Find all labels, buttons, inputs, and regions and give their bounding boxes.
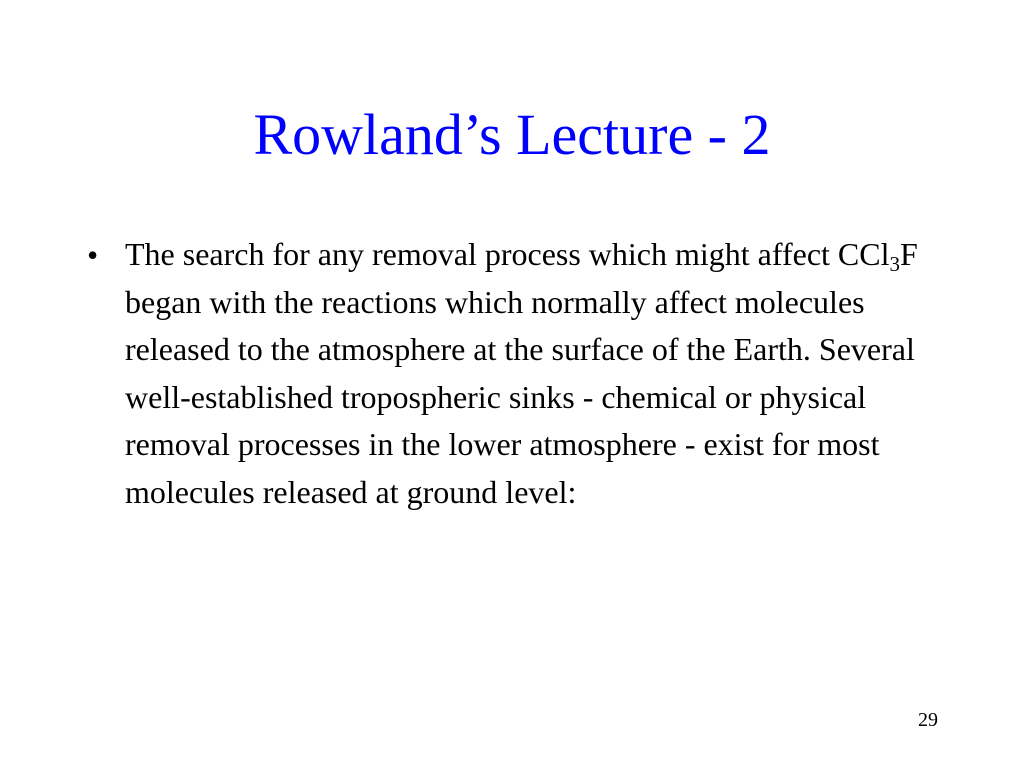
slide-body xyxy=(87,231,937,516)
bullet-item xyxy=(87,231,937,516)
chemical-formula xyxy=(837,236,918,276)
bullet-text xyxy=(125,231,937,516)
bullet-marker: • xyxy=(87,237,99,273)
page-number: 29 xyxy=(918,709,938,731)
bullet-text-rest: began with the reactions which normally affect molecules released to the atmosphere at the surface of the Earth. Several well-established tropospheric sinks - chemical or physical removal processes in the lower atmosphere - exist for most molecules released at ground level: xyxy=(125,283,915,510)
formula-subscript: 3 xyxy=(889,252,900,276)
slide-title: Rowland’s Lecture - 2 xyxy=(253,102,771,167)
formula-base: CCl xyxy=(837,236,890,272)
bullet-text-intro: The search for any removal process which might affect xyxy=(125,236,838,272)
formula-tail: F xyxy=(899,236,918,272)
